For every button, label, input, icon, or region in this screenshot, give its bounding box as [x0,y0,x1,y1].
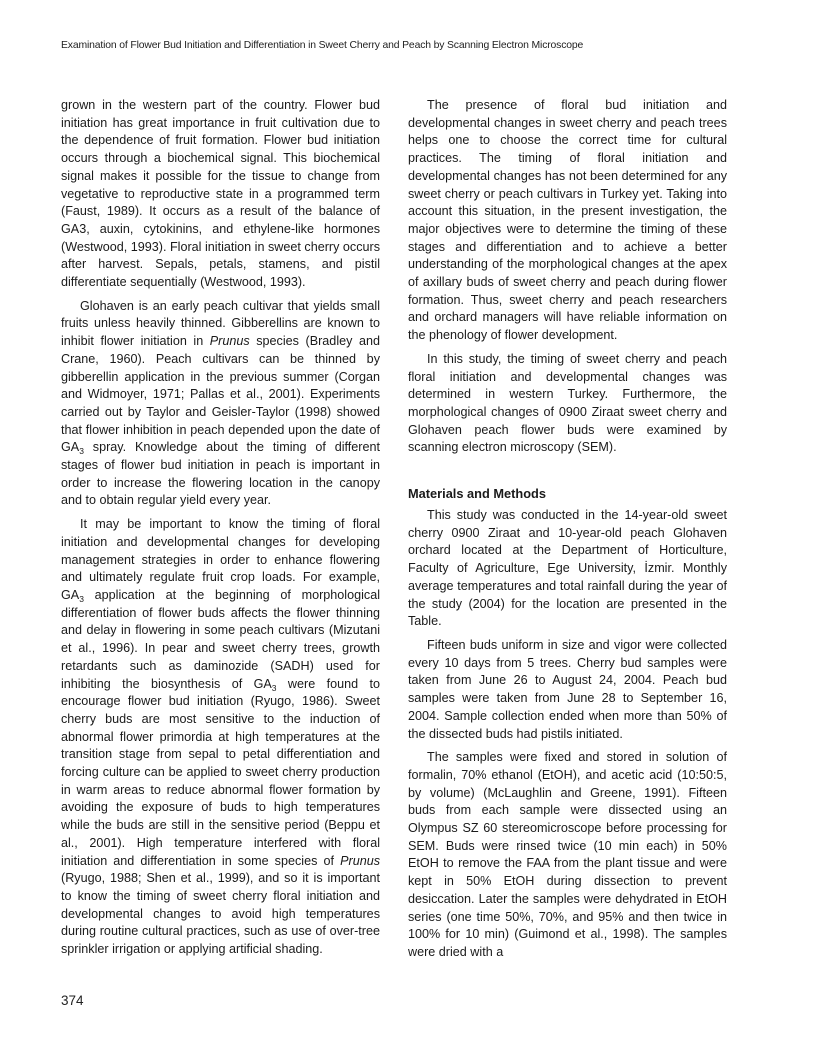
paragraph: In this study, the timing of sweet cherry and peach floral initiation and developmental changes was determined in western Turkey. Furthermore, the morphological changes of 0900 Ziraat sweet cherry and Glohaven peach flower buds were examined by scanning electron microscopy (SEM). [408,351,727,455]
paragraph: The presence of floral bud initiation and developmental changes in sweet cherry and peach trees helps one to choose the correct time for cultural practices. The timing of floral initiation and developmental changes has not been determined for any sweet cherry or peach cultivars in Turkey yet. Taking into account this situation, in the present investigation, the major objectives were to determine the timing of these stages and differentiation and to achieve a better understanding of the morphological changes at the apex of axillary buds of sweet cherry and peach during flower formation. Thus, sweet cherry and peach researchers and orchard managers will have reliable information on the phenology of flower development. [408,98,727,343]
subscript: 3 [271,682,277,693]
paragraph: This study was conducted in the 14-year-old sweet cherry 0900 Ziraat and 10-year-old peach Glohaven orchard located at the Department of Horticulture, Faculty of Agriculture, Ege University, İzmir. Monthly average temperatures and total rainfall during the year of the study (2004) for the location are presented in the Table. [408,508,727,629]
text-run: spray. Knowledge about the timing of different stages of flower bud initiation in peach is important in order to increase the flowering location in the canopy and to obtain regular yield every year. [61,440,380,508]
right-column [408,97,727,968]
text-run: species (Bradley and Crane, 1960). Peach cultivars can be thinned by gibberellin application in the previous summer (Corgan and Widmoyer, 1971; Pallas et al., 2001). Experiments carried out by Taylor and Geisler-Taylor (1998) showed that flower inhibition in peach depended upon the date of GA [61,334,380,455]
text-run: It may be important to know the timing of floral initiation and developmental changes for developing management strategies in order to enhance flowering and ultimately regulate fruit crop loads. For example, GA [61,517,380,602]
subscript: 3 [79,446,84,457]
species-name: Prunus [209,334,250,349]
paragraph: grown in the western part of the country. Flower bud initiation has great importance in fruit cultivation due to the dependence of fruit formation. Flower bud initiation occurs through a biochemical signal. This biochemical signal makes it possible for the tissue to change from vegetative to reproductive state in a programmed term (Faust, 1989). It occurs as a result of the balance of GA3, auxin, cytokinins, and ethylene-like hormones (Westwood, 1993). Floral initiation in sweet cherry occurs after harvest. Sepals, petals, stamens, and pistil differentiate sequentially (Westwood, 1993). [61,98,380,290]
paragraph: Fifteen buds uniform in size and vigor were collected every 10 days from 5 trees. Cherry bud samples were taken from June 26 to August 24, 2004. Peach bud samples were taken from June 28 to September 16, 2004. Sample collection ended when more than 50% of the dissected buds had pistils initiated. [408,637,727,741]
text-run: (Ryugo, 1988; Shen et al., 1999), and so it is important to know the timing of sweet cherry floral initiation and developmental changes to avoid high temperatures during routine cultural practices, such as use of over-tree sprinkler irrigation or applying artificial shading. [61,871,380,957]
paragraph [61,298,380,510]
text-run: Glohaven is an early peach cultivar that yields small fruits unless heavily thinned. Gibberellins are known to inhibit flower initiation in [61,298,380,349]
text-run: application at the beginning of morphological differentiation of flower buds affects the flower thinning and delay in flowering in some peach cultivars (Mizutani et al., 1996). In pear and sweet cherry trees, growth retardants such as daminozide (SADH) used for inhibiting the biosynthesis of GA [61,587,380,691]
left-column [61,97,380,965]
subscript: 3 [79,593,84,604]
running-head: Examination of Flower Bud Initiation and Differentiation in Sweet Cherry and Peach by Scanning Electron Microscope [61,40,584,51]
paragraph: The samples were fixed and stored in solution of formalin, 70% ethanol (EtOH), and acetic acid (10:50:5, by volume) (McLaughlin and Greene, 1991). Fifteen buds from each sample were dissected using an Olympus SZ 60 stereomicroscope before processing for SEM. Buds were rinsed twice (10 min each) in 50% EtOH to remove the FAA from the plant tissue and were kept in 50% EtOH during dissection to prevent desiccation. Later the samples were dehydrated in EtOH series (one time 50%, 70%, and 95% and then twice in 100% for 10 min) (Guimond et al., 1998). The samples were dried with a [408,750,727,959]
page-number: 374 [61,993,84,1008]
species-name: Prunus [340,853,380,868]
section-heading: Materials and Methods [408,486,546,502]
text-run: were found to encourage flower bud initiation (Ryugo, 1986). Sweet cherry buds are most sensitive to the induction of abnormal flower primordia at high temperatures at the transition stage from sepal to petal differentiation and forcing culture can be applied to sweet cherry production in warm areas to reduce abnormal flower formation by avoiding the exposure of buds to high temperatures while the buds are still in the sensitive period (Beppu et al., 2001). High temperature interfered with floral initiation and differentiation in some species of [61,676,380,868]
paragraph [61,516,380,959]
